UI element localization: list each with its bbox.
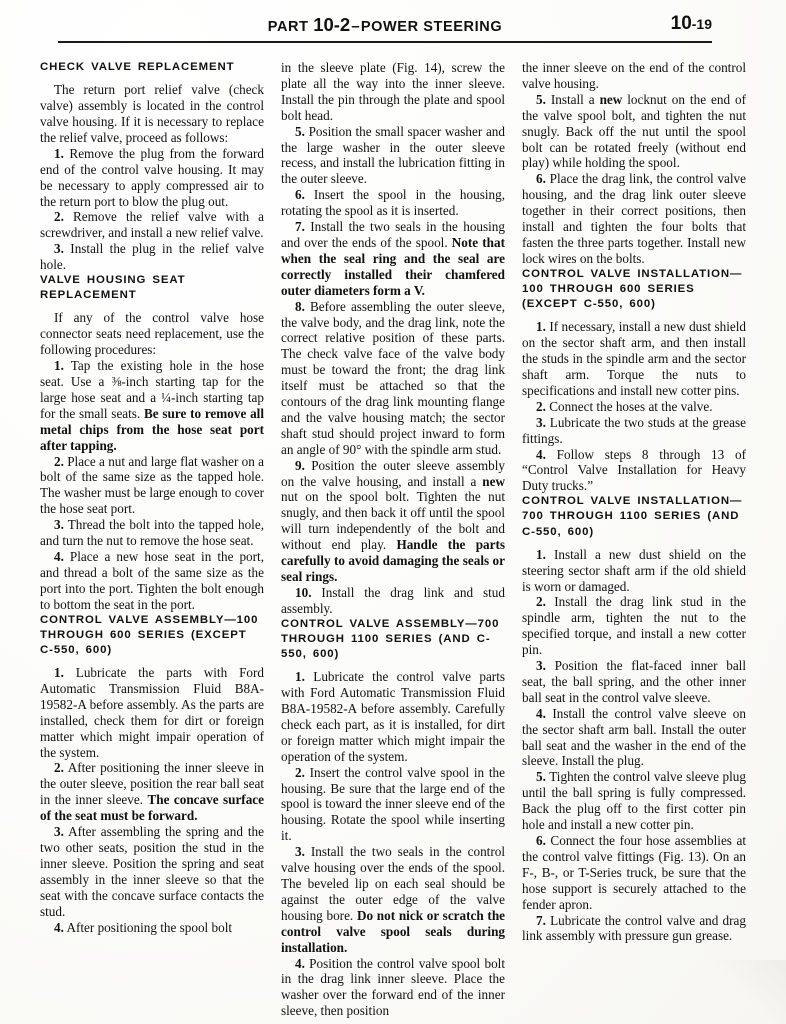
step-number: 2. [54,209,64,225]
step-text: If any of the control valve hose connector seats need replacement, use the following procedures: [40,310,264,358]
caution-text: Handle the parts carefully to avoid damaging the seals or seal rings. [281,537,506,584]
text-column-3 [522,60,746,1000]
step-text-continued: nut on the spool bolt. Tighten the nut snugly, and then back it off until the spool will turn independently of the bolt and without end play. [281,489,505,553]
caution-text: Note that when the seal ring and the seal are correctly installed their chamfered outer diameters form a V. [281,234,506,298]
step-number: 4. [54,919,64,935]
section-heading: CHECK VALVE REPLACEMENT [40,61,235,73]
step-text: Place a nut and large flat washer on a bolt of the same size as the tapped hole. The washer must be large enough to cover the hose seat port. [40,453,264,517]
step-text: Place the drag link, the control valve housing, and the drag link outer sleeve together in their correct positions, then install and tighten the four bolts that fasten the three parts together. Install new lock wires on the bolts. [522,171,746,266]
step-number: 4. [536,705,546,721]
text-column-2 [281,60,506,1019]
procedure-step [522,447,746,495]
procedure-step [40,146,264,210]
procedure-step [40,241,264,273]
step-number: 1. [54,145,64,161]
step-text: Connect the hoses at the valve. [545,398,713,414]
procedure-step [281,458,505,585]
procedure-step [40,209,264,241]
header-part-label: PART [267,19,309,35]
step-number: 1. [54,665,64,681]
step-number: 9. [295,457,305,473]
procedure-step [281,299,505,458]
section-heading: CONTROL VALVE ASSEMBLY—100 THROUGH 600 SERIES (EXCEPT C-550, 600) [40,613,259,656]
header-rule [58,41,712,43]
section-heading: CONTROL VALVE INSTALLATION—700 THROUGH 1100 SERIES (AND C-550, 600) [522,495,743,538]
step-text: Remove the plug from the forward end of the control valve housing. It may be necessary to apply compressed air to the return port to blow the plug out. [40,145,264,209]
emphasis-text: new [482,473,505,489]
step-text: The return port relief valve (check valve) assembly is located in the control valve housing. If it is necessary to replace the relief valve, proceed as follows: [40,82,264,145]
section-heading: VALVE HOUSING SEAT REPLACEMENT [40,274,186,302]
step-number: 5. [536,91,546,107]
procedure-step [522,594,746,658]
step-text: After positioning the inner sleeve in the outer sleeve, position the rear ball seat in the inner sleeve. [40,760,264,808]
step-number: 2. [54,453,64,469]
step-number: 8. [295,298,305,314]
step-text: Remove the relief valve with a screwdriver, and install a new relief valve. [40,209,264,241]
caution-text: Be sure to remove all metal chips from the hose seat port after tapping. [40,405,264,453]
step-text: Lubricate the two studs at the grease fittings. [522,414,746,446]
step-text: in the sleeve plate (Fig. 14), screw the plate all the way into the inner sleeve. Install the pin through the plate and spool bolt head. [281,60,505,123]
procedure-step [281,187,505,219]
page-number-suffix: -19 [691,16,712,32]
procedure-step [522,399,746,415]
step-number: 2. [536,398,546,414]
step-number: 1. [295,669,305,685]
body-paragraph [281,60,505,124]
step-text: Follow steps 8 through 13 of “Control Valve Installation for Heavy Duty trucks.” [522,446,746,494]
procedure-step [40,549,264,613]
step-text: Install the control valve sleeve on the sector shaft arm ball. Install the outer ball seat and the washer in the end of the sleeve. Install the plug. [522,705,746,769]
body-paragraph [40,82,264,146]
step-number: 2. [536,594,546,610]
step-number: 3. [295,844,305,860]
procedure-step [281,669,505,764]
section-heading: CONTROL VALVE INSTALLATION—100 THROUGH 600 SERIES (EXCEPT C-550, 600) [522,267,743,311]
procedure-step [281,956,505,1020]
procedure-step [522,706,746,770]
page-number-chapter: 10 [670,13,692,34]
text-column-1 [40,60,264,1000]
step-number: 3. [54,241,64,257]
step-number: 10. [295,584,312,600]
procedure-step [522,92,746,172]
caution-text: The concave surface of the seat must be forward. [40,792,264,824]
header-part-number: 10-2 [313,14,351,35]
step-number: 7. [295,219,305,235]
step-text: Position the small spacer washer and the large washer in the outer sleeve recess, and install the lubrication fitting in the outer sleeve. [281,123,505,187]
procedure-step [522,319,746,399]
procedure-step [40,517,264,549]
step-text: Lubricate the parts with Ford Automatic Transmission Fluid B8A-19582-A before assembly. As the parts are installed, check them for dirt or foreign matter which might impair operation of the system. [40,665,264,760]
header-dash: – [351,18,360,35]
step-text: After positioning the spool bolt [63,919,233,935]
procedure-step [40,760,264,824]
header-section-title: POWER STEERING [360,19,503,35]
step-number: 3. [54,824,64,840]
step-number: 5. [295,123,305,139]
step-text: Install a [545,91,600,107]
step-text: Connect the four hose assemblies at the control valve fittings (Fig. 13). On an F-, B-, or T-Series truck, be sure that the hose support is securely attached to the fender apron. [522,833,746,912]
step-text: After assembling the spring and the two other seats, position the stud in the inner sleeve. Position the spring and seat assembly in the inner sleeve so that the seat with the concave surface contacts the stud. [40,824,264,919]
procedure-step [40,824,264,919]
step-text: Tighten the control valve sleeve plug until the ball spring is fully compressed. Back the plug off to the first cotter pin hole and install a new cotter pin. [522,769,746,833]
header-title [58,14,712,36]
procedure-step [40,665,264,760]
step-number: 7. [536,912,546,928]
step-text: Insert the spool in the housing, rotating the spool as it is inserted. [281,187,505,219]
step-text: the inner sleeve on the end of the control valve housing. [522,60,746,91]
procedure-step [522,913,746,945]
procedure-step [522,415,746,447]
step-text: Place a new hose seat in the port, and thread a bolt of the same size as the port into the port. Tighten the bolt enough to bottom the seat in the port. [40,548,264,612]
procedure-step [281,219,505,299]
step-text: Install the drag link and stud assembly. [281,584,505,616]
step-text-continued: locknut on the end of the valve spool bolt, and tighten the nut snugly. Back off the nut until the spool bolt can be rotated freely (without end play) while holding the spool. [522,91,746,171]
step-number: 2. [54,760,64,776]
body-paragraph [40,310,264,358]
step-text: Install the two seals in the housing and over the ends of the spool. [281,219,505,250]
step-text: Install a new dust shield on the steering sector shaft arm if the old shield is worn or damaged. [522,546,746,594]
page-number [671,13,712,35]
procedure-step [281,585,505,617]
step-number: 1. [536,319,546,335]
step-number: 3. [536,414,546,430]
body-columns [40,60,746,1019]
step-number: 1. [54,358,64,374]
step-number: 4. [536,446,546,462]
step-text: Lubricate the control valve and drag link assembly with pressure gun grease. [522,912,746,944]
step-text: Insert the control valve spool in the housing. Be sure that the large end of the spool is toward the inner sleeve end of the housing. Rotate the spool while inserting it. [281,764,505,844]
step-number: 3. [536,658,546,674]
section-heading: CONTROL VALVE ASSEMBLY—700 THROUGH 1100 SERIES (AND C-550, 600) [281,617,500,661]
step-text: Tap the existing hole in the hose seat. Use a ⅜-inch starting tap for the large hose seat and a ¼-inch starting tap for the small seats. [40,358,264,421]
step-text: Position the control valve spool bolt in the drag link inner sleeve. Place the washer over the forward end of the inner sleeve, then position [281,955,505,1019]
procedure-step [281,124,505,188]
step-text: Before assembling the outer sleeve, the valve body, and the drag link, note the correct relative position of these parts. The check valve face of the valve body must be toward the front; the drag link itself must be attached so that the contours of the drag link mounting flange and the valve housing match; the sector shaft stud should project inward to form an angle of 90° with the spindle arm stud. [281,298,505,457]
emphasis-text: new [599,91,623,107]
procedure-step [522,833,746,913]
step-number: 3. [54,517,64,533]
procedure-step [40,454,264,518]
step-text: Install the two seals in the control valve housing over the ends of the spool. The beveled lip on each seal should be against the outer edge of the valve housing bore. [281,844,505,923]
step-text: Position the outer sleeve assembly on the valve housing, and install a [281,457,505,489]
step-number: 2. [295,764,305,780]
step-number: 1. [536,546,546,562]
procedure-step [281,844,505,955]
procedure-step [40,358,264,453]
procedure-step [40,920,264,936]
caution-text: Do not nick or scratch the control valve spool seals during installation. [281,907,506,955]
procedure-step [522,769,746,833]
step-text: Install the drag link stud in the spindle arm, tighten the nut to the specified torque, and install a new cotter pin. [522,594,746,658]
step-text: Lubricate the control valve parts with Ford Automatic Transmission Fluid B8A-19582-A before assembly. Carefully check each part, as it is installed, for dirt or foreign matter which might impair the operation of the system. [281,669,505,764]
procedure-step [522,547,746,595]
step-number: 4. [295,955,305,971]
step-text: If necessary, install a new dust shield on the sector shaft arm, and then install the studs in the spindle arm and the sector shaft arm. Torque the nuts to specifications and install new cotter pins. [522,319,746,398]
procedure-step [281,765,505,845]
step-text: Position the flat-faced inner ball seat, the ball spring, and the other inner ball seat in the control valve sleeve. [522,658,746,705]
step-number: 6. [536,833,546,848]
step-number: 4. [54,548,64,564]
step-text: Install the plug in the relief valve hole. [40,241,264,273]
procedure-step [522,658,746,706]
step-number: 5. [536,769,546,785]
step-text: Thread the bolt into the tapped hole, and turn the nut to remove the hose seat. [40,517,264,549]
procedure-step [522,171,746,266]
step-number: 6. [295,187,305,203]
body-paragraph [522,60,746,92]
step-number: 6. [536,171,546,187]
